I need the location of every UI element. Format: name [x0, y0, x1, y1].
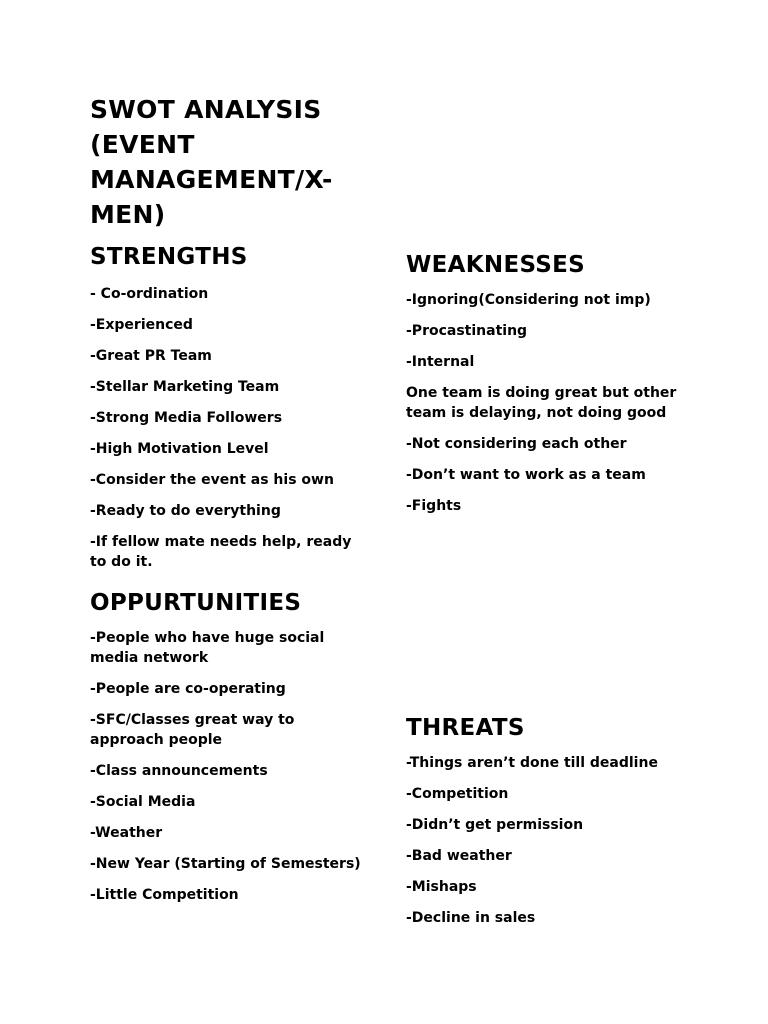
strengths-list: [90, 284, 360, 572]
list-item: -Class announcements: [90, 763, 268, 779]
list-item: - Co-ordination: [90, 286, 209, 302]
list-item: -High Motivation Level: [90, 441, 269, 457]
threats-heading: THREATS: [406, 715, 525, 741]
list-item: -Weather: [90, 825, 163, 841]
list-item: -Stellar Marketing Team: [90, 379, 280, 395]
list-item: -Little Competition: [90, 887, 239, 903]
list-item: -Competition: [406, 786, 509, 802]
list-item: -Mishaps: [406, 879, 477, 895]
list-item: -Social Media: [90, 794, 196, 810]
weaknesses-list: [406, 290, 686, 516]
list-item: One team is doing great but other team is delaying, not doing good: [406, 385, 677, 421]
weaknesses-section: [406, 250, 686, 527]
opportunities-list: [90, 628, 370, 905]
list-item: -Great PR Team: [90, 348, 212, 364]
list-item: -Internal: [406, 354, 475, 370]
list-item: -Ignoring(Considering not imp): [406, 292, 651, 308]
title-line: SWOT ANALYSIS: [90, 95, 322, 124]
list-item: -Bad weather: [406, 848, 512, 864]
list-item: -Things aren’t done till deadline: [406, 755, 658, 771]
list-item: -Not considering each other: [406, 436, 627, 452]
list-item: -New Year (Starting of Semesters): [90, 856, 361, 872]
document-title: [90, 92, 350, 232]
list-item: -Ready to do everything: [90, 503, 281, 519]
list-item: -SFC/Classes great way to approach people: [90, 712, 295, 748]
opportunities-heading: OPPURTUNITIES: [90, 590, 302, 616]
list-item: -Procastinating: [406, 323, 528, 339]
list-item: -Strong Media Followers: [90, 410, 283, 426]
title-line: (EVENT: [90, 130, 195, 159]
list-item: -Decline in sales: [406, 910, 536, 926]
strengths-section: [90, 242, 360, 583]
list-item: -People are co-operating: [90, 681, 286, 697]
title-line: MANAGEMENT/X-: [90, 165, 333, 194]
list-item: -Fights: [406, 498, 462, 514]
strengths-heading: STRENGTHS: [90, 244, 248, 270]
title-line: MEN): [90, 200, 166, 229]
list-item: -Didn’t get permission: [406, 817, 584, 833]
weaknesses-heading: WEAKNESSES: [406, 252, 586, 278]
opportunities-section: [90, 588, 370, 916]
threats-section: [406, 713, 686, 939]
list-item: -Experienced: [90, 317, 193, 333]
list-item: -Consider the event as his own: [90, 472, 334, 488]
list-item: -If fellow mate needs help, ready to do it.: [90, 534, 352, 570]
threats-list: [406, 753, 686, 928]
list-item: -People who have huge social media network: [90, 630, 325, 666]
list-item: -Don’t want to work as a team: [406, 467, 646, 483]
